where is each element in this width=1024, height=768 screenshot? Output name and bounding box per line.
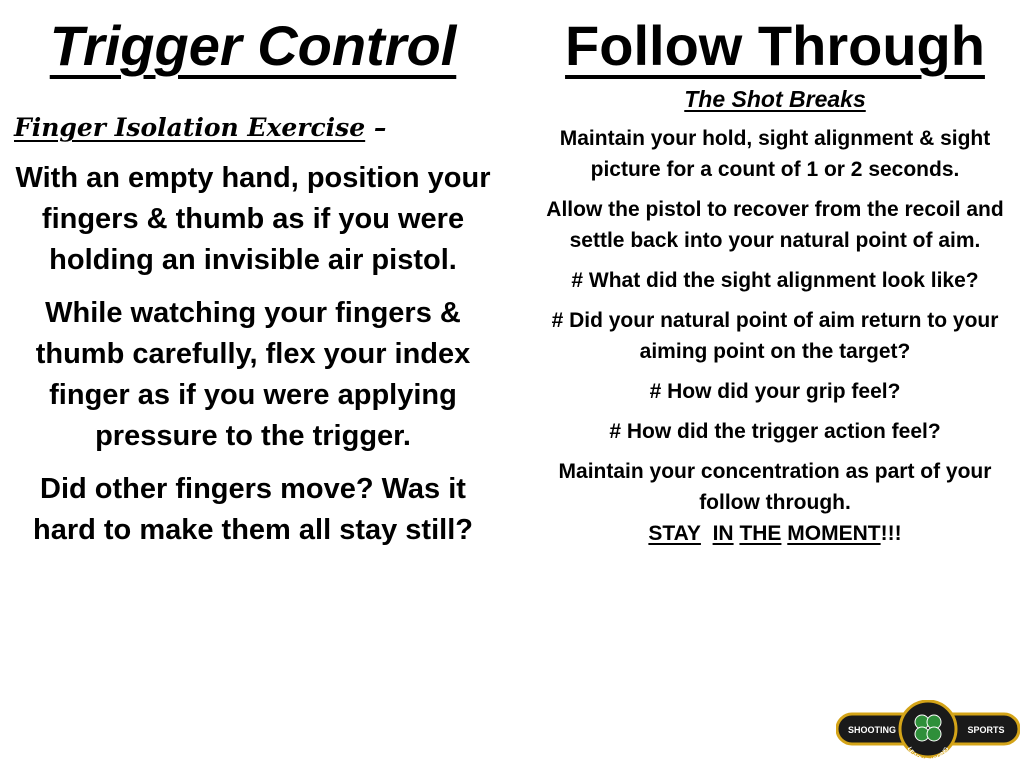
finger-isolation-dash: – [365, 113, 387, 142]
shot-breaks-subtitle: The Shot Breaks [684, 86, 866, 112]
finger-isolation-heading [14, 110, 498, 146]
exclaim-marks: !!! [880, 522, 902, 545]
question-point-of-aim: # Did your natural point of aim return to your aiming point on the target? [551, 309, 999, 363]
shooting-sports-logo [836, 700, 1020, 762]
concentration-text: Maintain your concentration as part of your follow through. [558, 460, 992, 514]
trigger-control-title: Trigger Control [49, 14, 457, 77]
stay-word: STAY [648, 522, 701, 545]
follow-paragraph-1: Maintain your hold, sight alignment & sight picture for a count of 1 or 2 seconds. [559, 127, 991, 181]
moment-word: MOMENT [787, 522, 881, 545]
instruction-paragraph-2: While watching your fingers & thumb carefully, flex your index finger as if you were applying pressure to the trigger. [35, 297, 471, 452]
follow-paragraph-2: Allow the pistol to recover from the recoil and settle back into your natural point of aim. [546, 198, 1004, 252]
trigger-control-column [8, 0, 498, 551]
logo-sports-text: SPORTS [967, 725, 1005, 735]
question-sight-alignment: # What did the sight alignment look like? [571, 269, 979, 292]
in-word: IN [712, 522, 734, 545]
the-word: THE [739, 522, 782, 545]
concentration-paragraph [530, 456, 1020, 549]
question-trigger-action: # How did the trigger action feel? [609, 420, 941, 443]
follow-through-title: Follow Through [565, 14, 985, 77]
follow-through-column [530, 0, 1020, 549]
logo-motto-path: LEARN BY DOING [905, 746, 951, 762]
instruction-paragraph-3: Did other fingers move? Was it hard to make them all stay still? [33, 473, 473, 546]
instruction-paragraph-1: With an empty hand, position your fingers & thumb as if you were holding an invisible air pistol. [15, 162, 491, 276]
logo-shooting-text: SHOOTING [847, 725, 897, 735]
question-grip: # How did your grip feel? [649, 380, 901, 403]
finger-isolation-label: Finger Isolation Exercise [14, 113, 366, 142]
